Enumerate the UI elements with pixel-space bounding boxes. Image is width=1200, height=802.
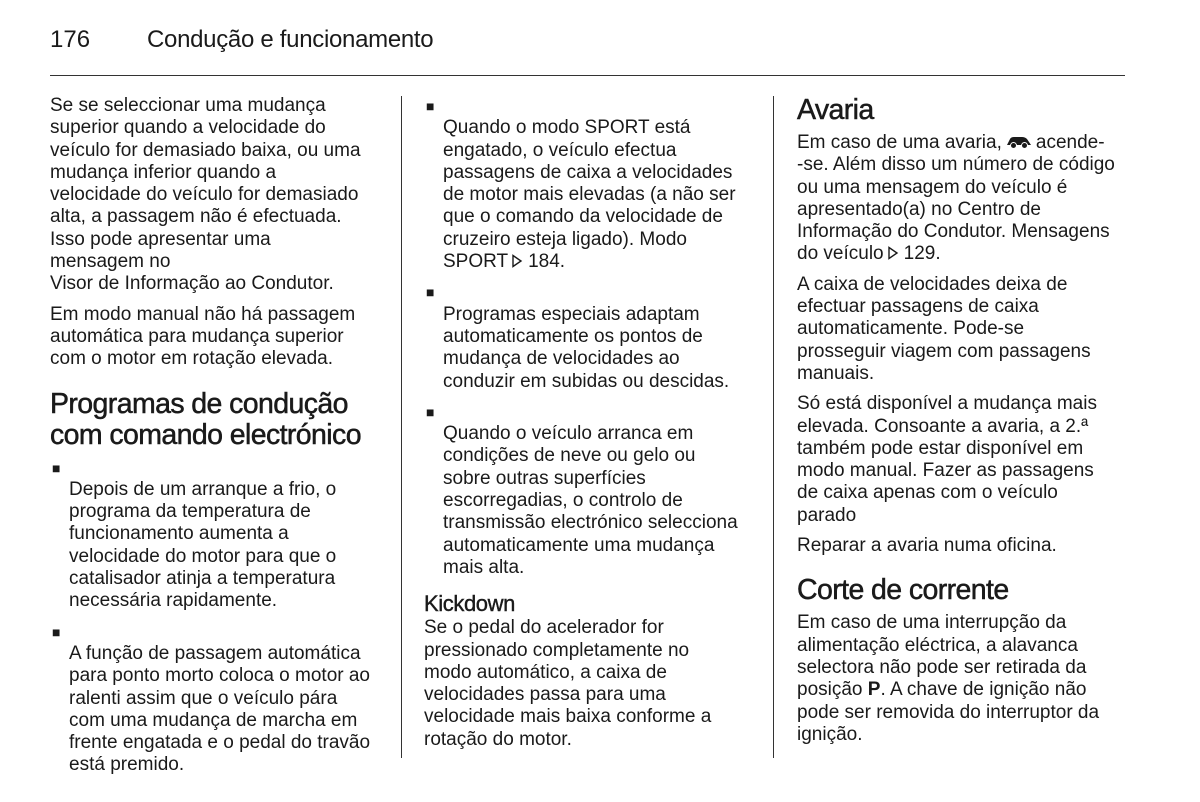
column-1 — [50, 95, 390, 785]
bullet-icon: ■ — [426, 403, 435, 420]
paragraph-fault-cont: acende- -se. Além disso um número de código ou uma mensagem do veículo é apresentado(a) no Centro de Informação do Condutor. Mensagens do veículo — [797, 132, 1115, 265]
list-item-text: Depois de um arranque a frio, o programa da temperatura de funcionamento aumenta a velocidade do motor para que o catalisador atinja a temperatura necessária rapidamente. — [69, 478, 337, 612]
list-item-text: Quando o veículo arranca em condições de neve ou gelo ou sobre outras superfícies escorregadias, o controlo de transmissão electrónico selecciona automaticamente uma mudança mais alta. — [443, 423, 738, 578]
paragraph-fault-start: Em caso de uma avaria, — [797, 132, 1002, 153]
paragraph-manual-mode: Em modo manual não há passagem automática para mudança superior com o motor em rotação elevada. — [50, 303, 356, 370]
section-heading-power-cut: Corte de corrente — [797, 574, 1009, 607]
list-item — [50, 621, 390, 777]
paragraph-kickdown: Se o pedal do acelerador for pressionado completamente no modo automático, a caixa de velocidades passa para uma velocidade mais baixa conforme a rotação do motor. — [424, 617, 712, 750]
page-reference-arrow-icon — [886, 246, 900, 260]
header-rule — [50, 75, 1125, 76]
page-number: 176 — [50, 26, 91, 53]
bullet-icon: ■ — [426, 284, 435, 301]
page-reference-arrow-icon — [510, 254, 524, 268]
column-2 — [424, 95, 760, 759]
paragraph-power-cut — [797, 612, 1129, 746]
paragraph-repair: Reparar a avaria numa oficina. — [797, 535, 1057, 557]
page-reference[interactable]: 129. — [903, 243, 941, 265]
transmission-fault-icon — [1006, 134, 1032, 149]
paragraph-upshift: Se se seleccionar uma mudança superior quando a velocidade do veículo for demasiado baixa, ou uma mudança inferior quando a velocidade do veículo for demasiado alta, a passagem não é efectuada. Isso pode apresentar uma mensagem no Visor de Informação ao Condutor. — [50, 95, 361, 295]
list-item-text: Programas especiais adaptam automaticamente os pontos de mudança de velocidades ao conduzir em subidas ou descidas. — [443, 303, 730, 392]
paragraph-no-auto-shift: A caixa de velocidades deixa de efectuar passagens de caixa automaticamente. Pode-se prosseguir viagem com passagens manuais. — [797, 273, 1091, 384]
list-item-text: Quando o modo SPORT está engatado, o veículo efectua passagens de caixa a velocidades de motor mais elevadas (a não ser que o comando da velocidade de cruzeiro esteja ligado). Modo SPORT — [443, 117, 736, 273]
gear-position-p: P — [867, 679, 881, 701]
paragraph-power-cut-start: Em caso de uma interrupção da alimentação eléctrica, a alavanca selectora não pode ser retirada da posição — [797, 612, 1087, 701]
bullet-icon: ■ — [52, 623, 61, 640]
list-item — [424, 95, 760, 273]
bullet-icon: ■ — [426, 98, 435, 114]
section-heading-fault: Avaria — [797, 94, 874, 126]
bullet-list-modes — [424, 95, 760, 579]
list-item — [424, 281, 760, 392]
list-item — [50, 457, 390, 613]
page-reference[interactable]: 184. — [528, 251, 566, 273]
section-heading-electronic-programs: Programas de condução com comando electrónico — [50, 387, 361, 451]
bullet-list-programs — [50, 457, 390, 777]
column-divider-1 — [401, 96, 402, 758]
list-item — [424, 401, 760, 579]
list-item-text: A função de passagem automática para ponto morto coloca o motor ao ralenti assim que o veículo pára com uma mudança de marcha em frente engatada e o pedal do travão está premido. — [69, 642, 371, 776]
paragraph-power-cut-end: . A chave de ignição não pode ser removida do interruptor da ignição. — [797, 679, 1100, 745]
column-divider-2 — [773, 96, 774, 758]
section-heading-kickdown: Kickdown — [424, 591, 515, 617]
column-3 — [797, 95, 1129, 754]
running-title: Condução e funcionamento — [147, 26, 434, 53]
paragraph-highest-gear: Só está disponível a mudança mais elevada. Consoante a avaria, a 2.ª também pode estar disponível em modo manual. Fazer as passagens de caixa apenas com o veículo parado — [797, 393, 1097, 526]
bullet-icon: ■ — [52, 459, 61, 476]
paragraph-fault — [797, 132, 1129, 266]
